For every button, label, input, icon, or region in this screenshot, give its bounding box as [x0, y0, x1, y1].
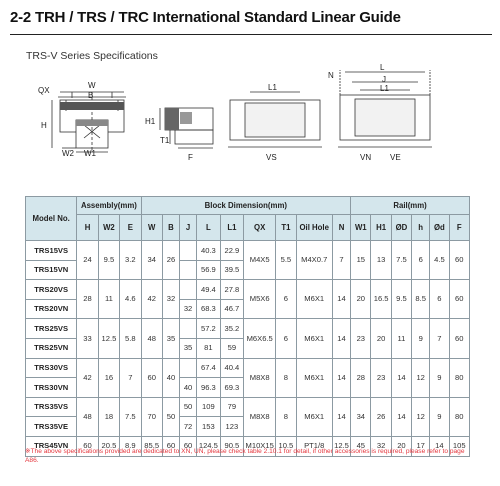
label-w: W	[88, 81, 96, 90]
table-cell: 33	[77, 319, 98, 358]
table-cell: 14	[391, 397, 411, 436]
header-rail: Rail(mm)	[351, 197, 470, 215]
table-cell: 35.2	[220, 319, 244, 339]
table-cell: 10.5	[276, 436, 296, 456]
table-cell: 3.2	[120, 241, 141, 280]
table-cell: 23	[351, 319, 371, 358]
header-e: E	[120, 215, 141, 241]
table-cell: M6X1	[296, 280, 332, 319]
table-cell: 7.5	[120, 397, 141, 436]
title-rule	[10, 34, 492, 35]
table-cell	[180, 319, 197, 339]
table-cell: M6X1	[296, 397, 332, 436]
table-cell: 6	[412, 241, 430, 280]
table-cell: 20	[391, 436, 411, 456]
model-no-cell: TRS30VN	[26, 378, 77, 398]
table-cell: 79	[220, 397, 244, 417]
header-model-no: Model No.	[26, 197, 77, 241]
model-no-cell: TRS45VN	[26, 436, 77, 456]
table-cell: 13	[371, 241, 391, 280]
table-cell: 40	[180, 378, 197, 398]
header-oil-hole: Oil Hole	[296, 215, 332, 241]
table-cell: 34	[351, 397, 371, 436]
table-cell: M8X8	[244, 358, 276, 397]
model-no-cell: TRS15VS	[26, 241, 77, 261]
table-cell: 20	[371, 319, 391, 358]
table-cell: 9.5	[391, 280, 411, 319]
model-no-cell: TRS35VE	[26, 417, 77, 437]
table-cell: 59	[220, 338, 244, 358]
table-cell: 20.5	[98, 436, 119, 456]
table-cell: 8	[276, 397, 296, 436]
table-row	[26, 241, 470, 261]
table-cell: 57.2	[197, 319, 221, 339]
table-cell: 14	[332, 397, 350, 436]
table-cell: 8	[276, 358, 296, 397]
header-qx: QX	[244, 215, 276, 241]
table-cell: 80	[449, 397, 469, 436]
label-w1: W1	[84, 149, 96, 158]
table-cell: 14	[332, 358, 350, 397]
header-h: H	[77, 215, 98, 241]
table-cell: 32	[180, 299, 197, 319]
table-cell: 27.8	[220, 280, 244, 300]
footnote: ※The above specifications provided are dedicated to XN, UN, please check table 2.10.1 for detail, if other accessories is required, please refer to page A86.	[25, 448, 465, 464]
model-no-cell: TRS20VN	[26, 299, 77, 319]
table-cell: PT1/8	[296, 436, 332, 456]
table-cell: 8.9	[120, 436, 141, 456]
table-cell: 14	[430, 436, 449, 456]
table-cell: 7	[430, 319, 449, 358]
table-cell: 81	[197, 338, 221, 358]
table-cell: 48	[77, 397, 98, 436]
table-row	[26, 358, 470, 378]
header-t1: T1	[276, 215, 296, 241]
table-cell: 40.4	[220, 358, 244, 378]
table-cell	[180, 260, 197, 280]
table-cell: 7.5	[391, 241, 411, 280]
table-cell: 6	[276, 319, 296, 358]
table-cell: 69.3	[220, 378, 244, 398]
table-cell: 20	[351, 280, 371, 319]
label-w2: W2	[62, 149, 74, 158]
table-cell: 7	[120, 358, 141, 397]
table-cell: 48	[141, 319, 162, 358]
table-cell: 49.4	[197, 280, 221, 300]
header-od: ØD	[391, 215, 411, 241]
table-cell: 60	[77, 436, 98, 456]
table-cell: 24	[77, 241, 98, 280]
table-cell: 90.5	[220, 436, 244, 456]
table-cell: 12	[412, 358, 430, 397]
table-cell: 40	[162, 358, 179, 397]
header-n: N	[332, 215, 350, 241]
table-cell: 85.5	[141, 436, 162, 456]
table-cell: 9	[430, 397, 449, 436]
model-no-cell: TRS35VS	[26, 397, 77, 417]
table-cell: 6	[430, 280, 449, 319]
table-cell: M8X8	[244, 397, 276, 436]
label-qx: QX	[38, 86, 50, 95]
table-cell: 68.3	[197, 299, 221, 319]
header-block-dimension: Block Dimension(mm)	[141, 197, 351, 215]
table-cell	[180, 241, 197, 261]
table-cell: 72	[180, 417, 197, 437]
table-cell: 153	[197, 417, 221, 437]
side-view-shadow	[165, 108, 192, 130]
table-cell: 14	[332, 319, 350, 358]
table-cell: 96.3	[197, 378, 221, 398]
table-cell: 45	[351, 436, 371, 456]
table-cell: 7	[332, 241, 350, 280]
table-cell: 11	[391, 319, 411, 358]
table-cell: 5.8	[120, 319, 141, 358]
table-cell: 60	[180, 436, 197, 456]
model-no-cell: TRS25VN	[26, 338, 77, 358]
table-cell: 50	[180, 397, 197, 417]
table-cell: M6X1	[296, 358, 332, 397]
table-cell: 80	[449, 358, 469, 397]
table-cell: 4.5	[430, 241, 449, 280]
table-cell	[180, 280, 197, 300]
model-no-cell: TRS20VS	[26, 280, 77, 300]
table-cell: 14	[332, 280, 350, 319]
table-cell: M6X6.5	[244, 319, 276, 358]
header-w2: W2	[98, 215, 119, 241]
table-cell: 9	[430, 358, 449, 397]
table-cell: 22.9	[220, 241, 244, 261]
table-cell: 18	[98, 397, 119, 436]
table-cell: 26	[162, 241, 179, 280]
table-cell: 60	[449, 241, 469, 280]
table-cell: 39.5	[220, 260, 244, 280]
table-cell: 34	[141, 241, 162, 280]
table-cell: 16.5	[371, 280, 391, 319]
table-row	[26, 397, 470, 417]
table-cell: 60	[449, 319, 469, 358]
label-l: L	[380, 63, 385, 72]
label-l1-vs: L1	[268, 83, 277, 92]
table-cell: 60	[141, 358, 162, 397]
table-cell: M10X15	[244, 436, 276, 456]
header-l: L	[197, 215, 221, 241]
table-cell: 9	[412, 319, 430, 358]
table-cell: 56.9	[197, 260, 221, 280]
table-cell: 15	[351, 241, 371, 280]
technical-drawing	[0, 60, 500, 168]
label-vs: VS	[266, 153, 277, 162]
table-cell: 67.4	[197, 358, 221, 378]
label-vn: VN	[360, 153, 372, 162]
table-cell: 12.5	[98, 319, 119, 358]
label-ve: VE	[390, 153, 401, 162]
table-cell: 5.5	[276, 241, 296, 280]
header-b: B	[162, 215, 179, 241]
page-title: 2-2 TRH / TRS / TRC International Standard Linear Guide	[10, 9, 401, 26]
table-cell: 12	[412, 397, 430, 436]
label-n: N	[328, 71, 334, 80]
table-cell: 42	[77, 358, 98, 397]
table-cell: 50	[162, 397, 179, 436]
header-od-small: Ød	[430, 215, 449, 241]
model-no-cell: TRS30VS	[26, 358, 77, 378]
table-cell: 42	[141, 280, 162, 319]
table-cell: M6X1	[296, 319, 332, 358]
label-h: H	[41, 121, 47, 130]
table-row	[26, 319, 470, 339]
table-cell: 105	[449, 436, 469, 456]
header-h1: H1	[371, 215, 391, 241]
header-w: W	[141, 215, 162, 241]
table-cell: 14	[391, 358, 411, 397]
table-cell: 32	[162, 280, 179, 319]
label-l1-vn: L1	[380, 84, 389, 93]
table-cell: 123	[220, 417, 244, 437]
table-cell: 16	[98, 358, 119, 397]
table-cell: 17	[412, 436, 430, 456]
table-cell: 6	[276, 280, 296, 319]
header-assembly: Assembly(mm)	[77, 197, 141, 215]
label-j: J	[382, 75, 386, 84]
specifications-table	[25, 196, 470, 457]
header-l1: L1	[220, 215, 244, 241]
header-h-small: h	[412, 215, 430, 241]
table-cell: M5X6	[244, 280, 276, 319]
table-cell: 35	[162, 319, 179, 358]
table-cell: M4X0.7	[296, 241, 332, 280]
header-f: F	[449, 215, 469, 241]
table-cell: 32	[371, 436, 391, 456]
table-cell: 35	[180, 338, 197, 358]
table-cell: 70	[141, 397, 162, 436]
table-cell: 60	[449, 280, 469, 319]
label-h1: H1	[145, 117, 156, 126]
page-subtitle: TRS-V Series Specifications	[26, 50, 158, 62]
label-b: B	[88, 91, 94, 100]
model-no-cell: TRS25VS	[26, 319, 77, 339]
table-cell: 8.5	[412, 280, 430, 319]
header-j: J	[180, 215, 197, 241]
table-cell	[180, 358, 197, 378]
table-cell: 23	[371, 358, 391, 397]
table-cell: 4.6	[120, 280, 141, 319]
label-f: F	[188, 153, 193, 162]
table-cell: 60	[162, 436, 179, 456]
table-row	[26, 280, 470, 300]
table-cell: 9.5	[98, 241, 119, 280]
table-cell: 12.5	[332, 436, 350, 456]
table-cell: 40.3	[197, 241, 221, 261]
header-w1: W1	[351, 215, 371, 241]
table-cell: 109	[197, 397, 221, 417]
label-t1: T1	[160, 136, 170, 145]
long-view-vs-drawing	[228, 92, 322, 147]
table-cell: 124.5	[197, 436, 221, 456]
table-cell: 46.7	[220, 299, 244, 319]
table-cell: M4X5	[244, 241, 276, 280]
table-cell: 26	[371, 397, 391, 436]
table-cell: 28	[77, 280, 98, 319]
model-no-cell: TRS15VN	[26, 260, 77, 280]
table-cell: 28	[351, 358, 371, 397]
table-cell: 11	[98, 280, 119, 319]
